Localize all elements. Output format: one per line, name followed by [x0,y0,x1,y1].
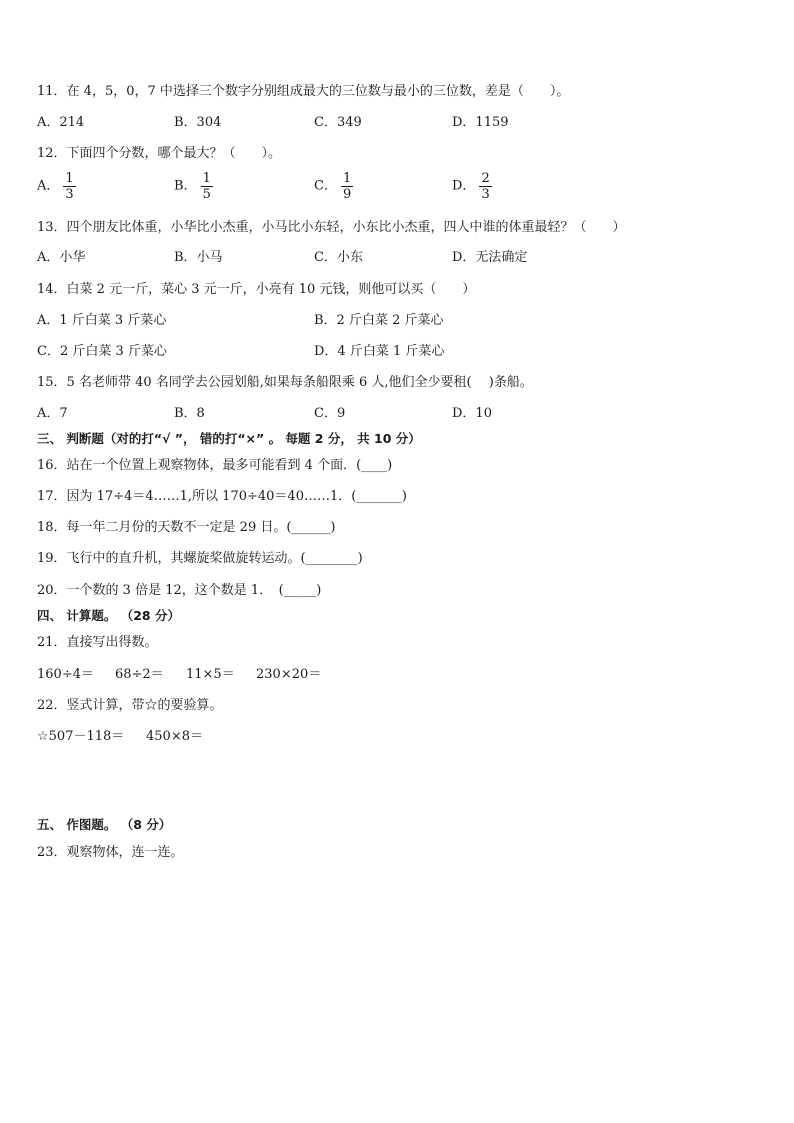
question-11-option-a: A．214 [37,115,85,130]
question-11-option-c: C．349 [314,115,362,130]
question-21-stem: 21．直接写出得数。 [37,635,158,650]
numerator: 2 [481,171,490,186]
denominator: 3 [65,187,74,202]
calc-item: 160÷4＝ [37,667,94,682]
option-label: B． [174,178,197,194]
question-15-option-d: D．10 [452,406,492,421]
fraction [341,171,353,202]
question-11-stem: 11．在 4，5，0，7 中选择三个数字分别组成最大的三位数与最小的三位数，差是（ ）。 [37,84,570,99]
numerator: 1 [342,171,352,186]
judge-item-16: 16．站在一个位置上观察物体，最多可能看到 4 个面．(____) [37,458,393,473]
question-11-option-d: D．1159 [452,115,509,130]
question-13-stem: 13．四个朋友比体重，小华比小杰重，小马比小东轻，小东比小杰重，四人中谁的体重最轻？（ ） [37,220,626,235]
question-14-option-a: A．1 斤白菜 3 斤菜心 [37,313,167,328]
question-13-option-c: C．小东 [314,250,363,265]
question-14-option-d: D．4 斤白菜 1 斤菜心 [314,344,445,359]
question-23-stem: 23．观察物体，连一连。 [37,845,184,860]
question-12-option-a [37,171,76,202]
question-14-option-c: C．2 斤白菜 3 斤菜心 [37,344,167,359]
denominator: 5 [202,187,211,202]
judge-item-17: 17．因为 17÷4＝4……1,所以 170÷40＝40……1．(_______) [37,489,407,504]
question-12-stem: 12．下面四个分数，哪个最大？（ ）。 [37,146,282,161]
question-13-option-b: B．小马 [174,250,223,265]
question-12-option-c [314,171,353,202]
option-label: A． [37,178,60,194]
numerator: 1 [65,171,74,186]
vertical-calc-item: 450×8＝ [146,729,203,744]
fraction [201,171,213,202]
question-15-option-a: A．7 [37,406,68,421]
judge-item-19: 19．飞行中的直升机，其螺旋桨做旋转运动。(________) [37,551,363,566]
judge-item-18: 18．每一年二月份的天数不一定是 29 日。(______) [37,520,336,535]
question-11-option-b: B．304 [174,115,222,130]
calc-item: 11×5＝ [186,667,235,682]
numerator: 1 [202,171,211,186]
judge-item-20: 20．一个数的 3 倍是 12，这个数是 1． (_____) [37,583,322,598]
section-5-heading: 五、 作图题。 （8 分） [37,817,172,832]
section-3-heading: 三、 判断题（对的打“√ ”， 错的打“×” 。 每题 2 分， 共 10 分） [37,431,421,446]
question-15-stem: 15．5 名老师带 40 名同学去公园划船,如果每条船限乘 6 人,他们全少要租( )条船。 [37,375,533,390]
question-14-stem: 14．白菜 2 元一斤，菜心 3 元一斤，小亮有 10 元钱，则他可以买（ ） [37,282,476,297]
fraction [63,171,75,202]
question-22-stem: 22．竖式计算，带☆的要验算。 [37,698,223,713]
denominator: 9 [342,187,352,202]
question-13-option-a: A．小华 [37,250,86,265]
question-12-option-b [174,171,213,202]
option-label: C． [314,178,337,194]
section-4-heading: 四、 计算题。 （28 分） [37,608,180,623]
fraction [479,171,491,202]
denominator: 3 [481,187,490,202]
question-12-option-d [452,171,492,202]
question-15-option-c: C．9 [314,406,346,421]
calc-item: 68÷2＝ [115,667,164,682]
vertical-calc-item: ☆507－118＝ [37,729,125,744]
option-label: D． [452,178,476,194]
question-15-option-b: B．8 [174,406,205,421]
calc-item: 230×20＝ [256,667,322,682]
question-13-option-d: D．无法确定 [452,250,528,265]
question-14-option-b: B．2 斤白菜 2 斤菜心 [314,313,444,328]
